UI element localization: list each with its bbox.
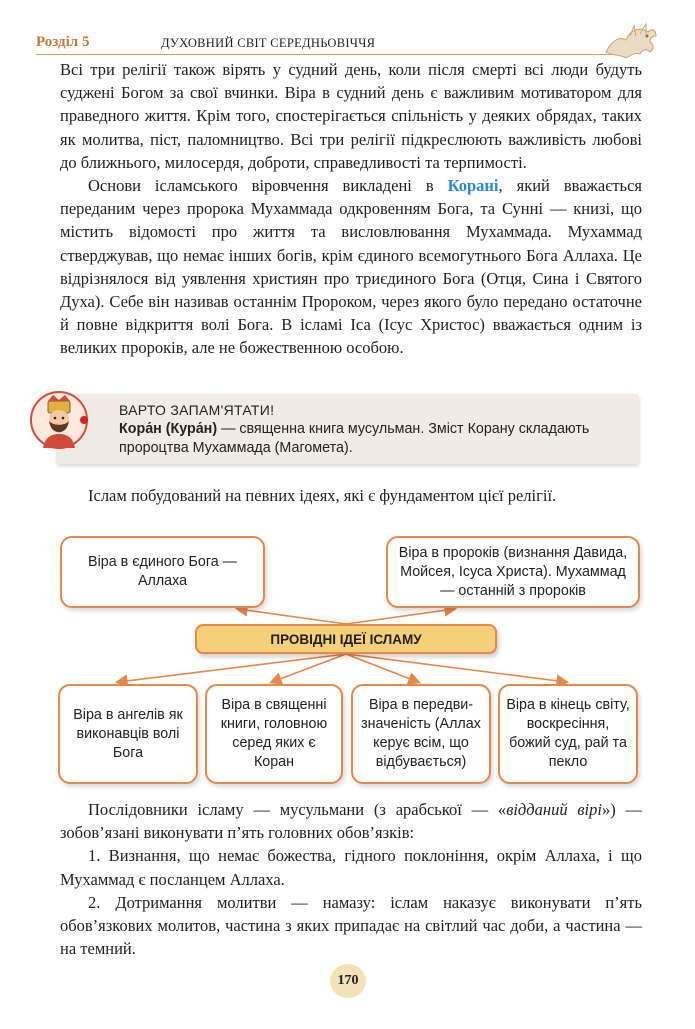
remember-note [57, 394, 639, 464]
lead-in-paragraph: Іслам побудований на певних ідеях, які є фундаментом цієї релігії. [88, 486, 557, 505]
intro-paragraph-1: Всі три релігії також вірять у судний день, коли після смерті всі люди будуть суджені Богом за свої вчинки. Віра в судний день є важливим мотиватором для праведного життя. Крім того, спостерігається спільність у деяких обрядах, таких як молитва, піст, паломництво. Всі три релігії підкреслюють важливість любові до ближнього, милосердя, доброти, справедливості та терпимості. [60, 60, 642, 172]
duty-item-1: 1. Визнання, що немає божества, гідного поклоніння, окрім Аллаха, і що Мухаммад є посланцем Аллаха. [60, 846, 642, 889]
ideas-diagram [0, 530, 695, 800]
idea-end-of-world [498, 684, 638, 784]
section-label: Розділ 5 [36, 34, 90, 50]
remember-definition [119, 420, 629, 458]
idea-prophets-text: Віра в пророків (визнання Давида, Мойсея, Ісуса Христа). Мухаммад — останній з пророків [398, 544, 628, 599]
arrow-to-bottom-4 [346, 654, 566, 682]
arrow-to-top-right [346, 609, 454, 624]
duties-text [60, 798, 642, 960]
idea-one-god-text: Віра в єдиного Бога — Аллаха [88, 554, 237, 589]
header-rule [36, 54, 626, 55]
duties-intro-italic: відданий вірі [506, 800, 602, 819]
idea-end-of-world-text: Віра в кінець світу, воскресіння, божий суд, рай та пекло [506, 697, 630, 770]
term-koran: Кора́н (Кура́н) [119, 421, 218, 437]
page-number-text: 170 [337, 973, 359, 988]
definition-text: — священна книга мусульман. Зміст Корану складають пророцтва Мухаммада (Магомета). [119, 421, 590, 456]
dragon-ornament-icon [600, 22, 660, 62]
lead-in-text [60, 484, 642, 507]
idea-angels-text: Віра в ангелів як виконавців волі Бога [73, 706, 183, 761]
idea-predestination [351, 684, 491, 784]
idea-predestination-text: Віра в передвизначеність (Аллах керує всім, що відбувається) [361, 697, 481, 770]
duty-item-2: 2. Дотримання молитви — намазу: іслам наказує виконувати п’ять обов’язкових молитов, частина з яких припадає на світлий час доби, а частина — на темний. [60, 892, 642, 959]
arrow-to-bottom-1 [118, 654, 346, 682]
duties-intro-end: ») — зобов’язані виконувати п’ять головних обов’язків: [60, 800, 642, 843]
keyword-koran: Корані [447, 176, 499, 196]
central-idea: ПРОВІДНІ ІДЕЇ ІСЛАМУ [195, 624, 497, 654]
idea-holy-books [205, 684, 343, 784]
intro-paragraph-2 [60, 174, 642, 360]
chapter-title: ДУХОВНИЙ СВІТ СЕРЕДНЬОВІЧЧЯ [161, 36, 376, 50]
arrow-to-top-left [238, 609, 346, 624]
duties-intro-start: Послідовники ісламу — мусульмани (з арабської — « [88, 800, 507, 819]
idea-prophets [386, 536, 640, 608]
running-header [36, 28, 636, 56]
page-number [330, 964, 366, 998]
remember-title: ВАРТО ЗАПАМ'ЯТАТИ! [119, 402, 275, 418]
intro-p2-end: , який вважається переданим через пророка Мухаммада одкровенням Бога, та Сунні — книзі, що містить відомості про життя та висловлювання Мухаммада. Мухаммад стверджував, що немає інших богів, крім єдиного всемогутнього Бога Аллаха. Це відрізнялося від уявлення християн про триєдиного Бога (Отця, Сина і Святого Духа). Себе він називав останнім Пророком, через якого було передано остаточне й повне відкриття волі Бога. В ісламі Іса (Ісус Христос) вважається одним із великих пророків, але не божественною особою. [60, 176, 642, 358]
idea-angels [58, 684, 198, 784]
idea-holy-books-text: Віра в священні книги, головною серед яких є Коран [220, 697, 328, 770]
intro-text [60, 58, 642, 360]
duties-intro [60, 798, 642, 844]
idea-one-god [60, 536, 265, 608]
intro-p2-start: Основи ісламського віровчення викладені в [88, 176, 448, 196]
scholar-portrait-icon [29, 390, 89, 450]
